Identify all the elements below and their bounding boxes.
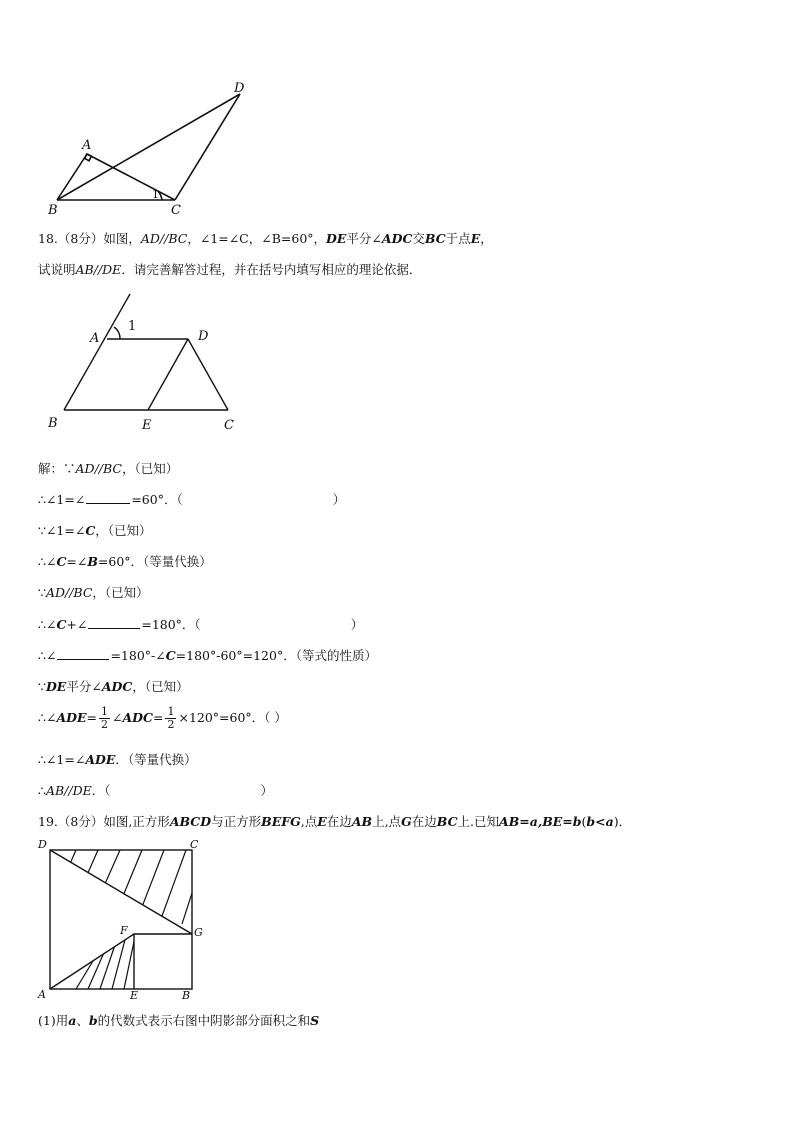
q19-part1-b: b [88, 1013, 98, 1028]
step10-reason: ．（等量代换） [115, 752, 197, 767]
fig17-label-D: D [234, 81, 245, 96]
fig18-label-C: C [224, 418, 234, 433]
q18-step-8 [38, 677, 189, 695]
fig19-label-F: F [120, 924, 128, 937]
step9-adc: ADC [122, 710, 153, 725]
fig19-label-B: B [182, 989, 191, 1002]
step6-value: =180°．（ [141, 617, 201, 632]
fig19-label-G: G [194, 926, 203, 939]
fig19-label-D: D [38, 838, 47, 851]
step9-eq: = [86, 710, 97, 725]
fig18-label-E: E [142, 418, 152, 433]
q18-cond-angles: ，∠1=∠C，∠B=60°， [187, 231, 327, 246]
fig18-label-D: D [198, 329, 209, 344]
step5-ad-bc: AD//BC [45, 585, 93, 600]
q18-step-2 [38, 490, 345, 508]
q19-text-3: ,点 [300, 814, 318, 829]
step3-reason: ，（已知） [95, 523, 152, 538]
q19-befg: BEFG [261, 814, 301, 829]
step9-eq2: = [152, 710, 164, 725]
step7-c: C [165, 648, 176, 663]
step11-prefix: ∴ [38, 783, 46, 798]
q19-part1-a: a [68, 1013, 77, 1028]
q18-statement-line2 [38, 260, 421, 278]
q18-cond-de: DE [326, 231, 347, 246]
q19-title: 19.（8分）如图,正方形 [38, 814, 170, 829]
step8-de: DE [45, 679, 67, 694]
step8-reason: ，（已知） [132, 679, 189, 694]
step6-c: C [56, 617, 67, 632]
q19-text-4: 在边 [326, 814, 352, 829]
step7-prefix: ∴∠ [38, 648, 57, 663]
q19-part1-sep: 、 [76, 1013, 89, 1028]
step1-prefix: 解：∵ [38, 461, 76, 476]
q18-cond-comma: ， [480, 231, 493, 246]
q18-cond-point: 于点 [445, 231, 471, 246]
q19-ab: AB [351, 814, 373, 829]
q19-text-2: 与正方形 [211, 814, 262, 829]
fig18-label-A: A [90, 331, 100, 346]
step1-reason: ，（已知） [121, 461, 179, 476]
step3-prefix: ∵∠1=∠ [38, 523, 86, 538]
step11-close: ） [260, 783, 274, 798]
q18-line2-prefix: 试说明 [38, 262, 76, 277]
step9-fraction-1: $\frac{1}{2}$ [101, 705, 108, 731]
fig17-label-A: A [82, 138, 92, 153]
q19-statement [38, 812, 631, 830]
q18-step-4 [38, 552, 212, 570]
step2-close: ） [332, 492, 346, 507]
q18-cond-e: E [470, 231, 481, 246]
step7-expr: =180°-∠ [110, 648, 166, 663]
fig18-label-B: B [48, 416, 58, 431]
q19-text-6: 在边 [411, 814, 437, 829]
q18-cond-ad-bc: AD//BC [140, 231, 188, 246]
q19-text-9: )． [613, 814, 632, 829]
fig19-label-A: A [38, 988, 46, 1001]
q19-text-8: ( [581, 814, 587, 829]
step4-c: C [56, 554, 67, 569]
step2-blank-angle[interactable] [86, 491, 130, 504]
q18-step-3 [38, 521, 152, 539]
step6-blank-angle[interactable] [88, 616, 140, 629]
step4-prefix: ∴∠ [38, 554, 57, 569]
fig19-label-E: E [130, 989, 139, 1002]
q18-line2-ab-de: AB//DE [75, 262, 122, 277]
q19-cond: AB=a,BE=b [499, 814, 582, 829]
figure-19 [36, 836, 216, 1006]
step4-reason: =60°．（等量代换） [97, 554, 212, 569]
step5-prefix: ∵ [38, 585, 46, 600]
step9-result: ×120°=60°．（ ） [178, 710, 287, 725]
step6-close: ） [350, 617, 364, 632]
q18-step-5 [38, 583, 149, 601]
q19-part1-s: S [310, 1013, 320, 1028]
step2-value: =60°．（ [131, 492, 183, 507]
figure-17 [40, 82, 260, 222]
step11-ab-de: AB//DE [45, 783, 92, 798]
q18-step-6 [38, 615, 363, 633]
step9-prefix: ∴∠ [38, 710, 57, 725]
q18-step-10 [38, 750, 197, 768]
step7-blank-angle[interactable] [57, 647, 109, 660]
step8-adc: ADC [101, 679, 133, 694]
q18-step-11 [38, 781, 273, 799]
q18-cond-bc: BC [424, 231, 446, 246]
step9-ade: ADE [56, 710, 87, 725]
q18-cond-jiao: 交 [412, 231, 425, 246]
step8-prefix: ∵ [38, 679, 46, 694]
q18-statement [38, 229, 493, 247]
step11-open: ．（ [91, 783, 111, 798]
step8-bisect: 平分∠ [66, 679, 102, 694]
step9-angle: ∠ [112, 710, 123, 725]
step3-c: C [85, 523, 96, 538]
q18-step-1 [38, 459, 178, 477]
q18-step-9 [38, 706, 287, 731]
q19-part1-prefix: (1)用 [38, 1013, 69, 1028]
q18-line2-instruction: ．请完善解答过程，并在括号内填写相应的理论依据． [121, 262, 422, 277]
step7-result: =180°-60°=120°．（等式的性质） [175, 648, 377, 663]
fig17-label-1: 1 [152, 188, 159, 201]
step5-reason: ，（已知） [92, 585, 149, 600]
fig17-label-B: B [48, 203, 58, 218]
step10-prefix: ∴∠1=∠ [38, 752, 86, 767]
q18-cond-bisect: 平分∠ [346, 231, 382, 246]
figure-18 [40, 290, 270, 440]
q19-part1-text: 的代数式表示右图中阴影部分面积之和 [97, 1013, 311, 1028]
q19-abcd: ABCD [169, 814, 212, 829]
q18-cond-adc: ADC [381, 231, 413, 246]
fig17-label-C: C [171, 203, 181, 218]
step4-eq: =∠ [66, 554, 88, 569]
step9-fraction-2: $\frac{1}{2}$ [167, 705, 175, 731]
step1-ad-bc: AD//BC [75, 461, 122, 476]
step6-plus: +∠ [66, 617, 88, 632]
step2-prefix: ∴∠1=∠ [38, 492, 86, 507]
q19-g: G [401, 814, 412, 829]
q19-cond2: b<a [586, 814, 614, 829]
fig18-label-one: 1 [128, 319, 137, 334]
step4-b: B [87, 554, 98, 569]
fig19-label-C: C [190, 838, 199, 851]
step10-ade: ADE [85, 752, 116, 767]
q19-text-5: 上,点 [372, 814, 402, 829]
step6-prefix: ∴∠ [38, 617, 57, 632]
q18-title: 18.（8分）如图， [38, 231, 141, 246]
q19-bc: BC [436, 814, 458, 829]
q19-e: E [317, 814, 327, 829]
q19-text-7: 上.已知 [457, 814, 499, 829]
q18-step-7 [38, 646, 377, 664]
q19-part-1 [38, 1011, 319, 1029]
